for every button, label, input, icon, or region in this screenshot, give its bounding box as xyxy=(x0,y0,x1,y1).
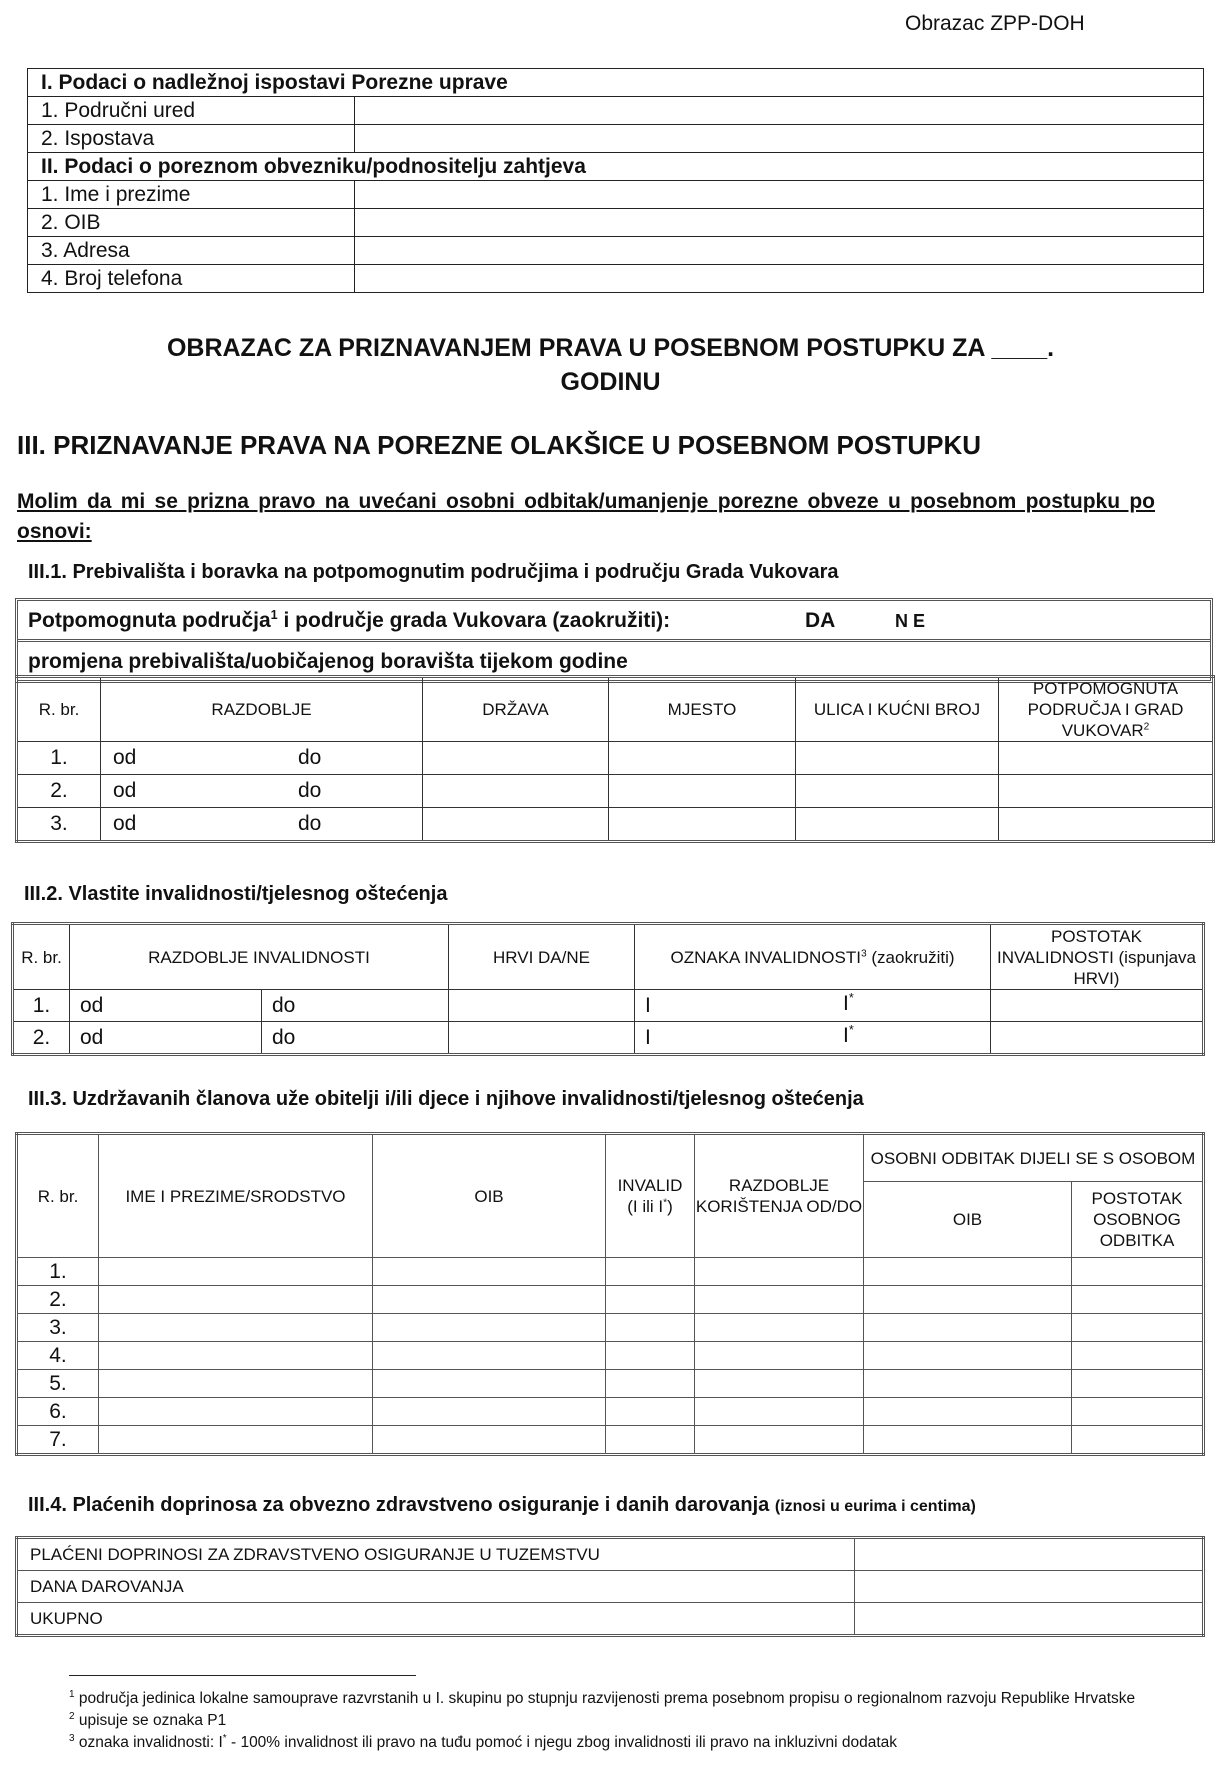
section-i-heading: I. Podaci o nadležnoj ispostavi Porezne uprave xyxy=(28,69,1204,97)
from-cell[interactable]: od xyxy=(70,990,262,1022)
residence-change-row: promjena prebivališta/uobičajenog boravišta tijekom godine xyxy=(18,639,1210,680)
asterisk: * xyxy=(222,1733,227,1744)
col-invalid-label: INVALID xyxy=(617,1176,683,1195)
regional-office-field[interactable] xyxy=(355,97,1204,125)
shared-percent-cell[interactable] xyxy=(1072,1398,1204,1426)
footnote-number: 1 xyxy=(69,1689,75,1700)
table-row xyxy=(17,1571,1204,1603)
footnote-text: područja jedinica lokalne samouprave razvrstanih u I. skupinu po stupnju razvijenosti prema posebnom propisu o regionalnom razvoju Republike Hrvatske xyxy=(74,1690,1136,1707)
row-number: 3. xyxy=(17,808,101,842)
shared-percent-cell[interactable] xyxy=(1072,1286,1204,1314)
shared-percent-cell[interactable] xyxy=(1072,1314,1204,1342)
section-ii-header xyxy=(28,153,1204,181)
from-label: od xyxy=(113,746,137,769)
row-number: 3. xyxy=(17,1314,99,1342)
total-amount[interactable] xyxy=(855,1603,1204,1636)
col-invalid-sub: (I ili I xyxy=(627,1197,664,1216)
col-street: ULICA I KUĆNI BROJ xyxy=(796,677,999,742)
paid-contributions-label: PLAĆENI DOPRINOSI ZA ZDRAVSTVENO OSIGURANJE U TUZEMSTVU xyxy=(17,1538,855,1571)
name-cell[interactable] xyxy=(99,1258,373,1286)
invalid-cell[interactable] xyxy=(606,1258,695,1286)
asterisk: * xyxy=(848,1023,854,1037)
footnote-3 xyxy=(69,1732,1179,1754)
col-rbr: R. br. xyxy=(17,1134,99,1258)
period-cell[interactable] xyxy=(695,1258,864,1286)
full-name-field[interactable] xyxy=(355,181,1204,209)
col-assisted-area xyxy=(999,677,1214,742)
period-cell[interactable] xyxy=(101,775,423,808)
oib-cell[interactable] xyxy=(373,1286,606,1314)
table-row xyxy=(17,775,1214,808)
assisted-areas-label: Potpomognuta područja xyxy=(28,609,271,632)
shared-oib-cell[interactable] xyxy=(864,1286,1072,1314)
mark-option-i[interactable]: I xyxy=(645,993,651,1017)
row-number: 6. xyxy=(17,1398,99,1426)
shared-oib-cell[interactable] xyxy=(864,1398,1072,1426)
field-label: 4. Broj telefona xyxy=(28,265,355,293)
oib-field[interactable] xyxy=(355,209,1204,237)
footnote-number: 2 xyxy=(69,1711,75,1722)
shared-oib-cell[interactable] xyxy=(864,1426,1072,1455)
table-row xyxy=(17,742,1214,775)
assisted-area-cell[interactable] xyxy=(999,742,1214,775)
percent-cell[interactable] xyxy=(991,1022,1204,1055)
table-row xyxy=(17,808,1214,842)
dependents-table xyxy=(15,1132,1205,1456)
from-cell[interactable]: od xyxy=(70,1022,262,1055)
period-cell[interactable] xyxy=(101,808,423,842)
table-row xyxy=(28,265,1204,293)
footnote-ref: 3 xyxy=(860,947,867,959)
name-cell[interactable] xyxy=(99,1286,373,1314)
period-cell[interactable] xyxy=(695,1314,864,1342)
col-rbr: R. br. xyxy=(17,677,101,742)
mark-option-i-star[interactable] xyxy=(843,992,854,1016)
shared-oib-cell[interactable] xyxy=(864,1314,1072,1342)
shared-percent-cell[interactable] xyxy=(1072,1370,1204,1398)
country-cell[interactable] xyxy=(423,808,609,842)
invalid-cell[interactable] xyxy=(606,1286,695,1314)
mark-option-i[interactable]: I xyxy=(645,1025,651,1049)
to-label: do xyxy=(298,812,322,835)
footnotes xyxy=(69,1688,1179,1754)
col-shared-percent: POSTOTAK OSOBNOG ODBITKA xyxy=(1072,1182,1204,1258)
col-oib: OIB xyxy=(373,1134,606,1258)
contributions-table xyxy=(15,1536,1205,1637)
mark-option-label: I xyxy=(843,992,849,1015)
form-title-line1: OBRAZAC ZA PRIZNAVANJEM PRAVA U POSEBNOM POSTUPKU ZA ____. xyxy=(166,334,1055,362)
table-row xyxy=(13,1022,1204,1055)
table-row xyxy=(17,1314,1204,1342)
disability-mark-cell xyxy=(635,1022,991,1055)
assisted-areas-label-rest: i područje grada Vukovara (zaokružiti): xyxy=(277,609,671,632)
shared-oib-cell[interactable] xyxy=(864,1342,1072,1370)
invalid-cell[interactable] xyxy=(606,1314,695,1342)
branch-office-field[interactable] xyxy=(355,125,1204,153)
col-name: IME I PREZIME/SRODSTVO xyxy=(99,1134,373,1258)
row-number: 2. xyxy=(13,1022,70,1055)
invalid-cell[interactable] xyxy=(606,1342,695,1370)
period-cell[interactable] xyxy=(101,742,423,775)
section-iii-4-title-text: III.4. Plaćenih doprinosa za obvezno zdravstveno osiguranje i danih darovanja xyxy=(28,1494,770,1516)
mark-option-label: I xyxy=(843,1024,849,1047)
footnote-2 xyxy=(69,1710,1179,1732)
period-cell[interactable] xyxy=(695,1398,864,1426)
shared-percent-cell[interactable] xyxy=(1072,1342,1204,1370)
col-invalid-close: ) xyxy=(667,1197,673,1216)
hrvi-cell[interactable] xyxy=(449,990,635,1022)
assisted-areas-box xyxy=(15,598,1213,683)
from-label: od xyxy=(113,812,137,835)
no-option[interactable]: N E xyxy=(895,611,926,631)
col-shared-deduction: OSOBNI ODBITAK DIJELI SE S OSOBOM xyxy=(864,1134,1204,1182)
field-label: 2. Ispostava xyxy=(28,125,355,153)
assisted-area-cell[interactable] xyxy=(999,775,1214,808)
section-i-header xyxy=(28,69,1204,97)
section-iii-3-title: III.3. Uzdržavanih članova uže obitelji i/ili djece i njihove invalidnosti/tjelesnog oštećenja xyxy=(28,1088,864,1110)
street-cell[interactable] xyxy=(796,808,999,842)
table-row xyxy=(28,237,1204,265)
disability-table xyxy=(11,922,1205,1056)
asterisk: * xyxy=(848,991,854,1005)
field-label: 2. OIB xyxy=(28,209,355,237)
table-row xyxy=(17,1286,1204,1314)
shared-percent-cell[interactable] xyxy=(1072,1258,1204,1286)
row-number: 7. xyxy=(17,1426,99,1455)
row-number: 1. xyxy=(17,742,101,775)
invalid-cell[interactable] xyxy=(606,1370,695,1398)
address-field[interactable] xyxy=(355,237,1204,265)
row-number: 1. xyxy=(13,990,70,1022)
col-period: RAZDOBLJE xyxy=(101,677,423,742)
assisted-area-cell[interactable] xyxy=(999,808,1214,842)
col-disability-percent: POSTOTAK INVALIDNOSTI (ispunjava HRVI) xyxy=(991,924,1204,990)
percent-cell[interactable] xyxy=(991,990,1204,1022)
col-disability-mark xyxy=(635,924,991,990)
period-cell[interactable] xyxy=(695,1370,864,1398)
table-row xyxy=(17,1370,1204,1398)
period-cell[interactable] xyxy=(695,1342,864,1370)
row-number: 2. xyxy=(17,1286,99,1314)
name-cell[interactable] xyxy=(99,1370,373,1398)
name-cell[interactable] xyxy=(99,1398,373,1426)
col-hrvi: HRVI DA/NE xyxy=(449,924,635,990)
field-label: 1. Ime i prezime xyxy=(28,181,355,209)
donations-amount[interactable] xyxy=(855,1571,1204,1603)
invalid-cell[interactable] xyxy=(606,1426,695,1455)
oib-cell[interactable] xyxy=(373,1342,606,1370)
country-cell[interactable] xyxy=(423,775,609,808)
footnote-text: upisuje se oznaka P1 xyxy=(74,1712,227,1729)
street-cell[interactable] xyxy=(796,742,999,775)
table-header-row xyxy=(13,924,1204,990)
section-iii-2-title: III.2. Vlastite invalidnosti/tjelesnog oštećenja xyxy=(24,883,448,905)
table-row xyxy=(17,1258,1204,1286)
oib-cell[interactable] xyxy=(373,1314,606,1342)
place-cell[interactable] xyxy=(609,808,796,842)
footnote-number: 3 xyxy=(69,1733,75,1744)
table-row xyxy=(28,125,1204,153)
footnote-ref: 2 xyxy=(1143,721,1150,733)
table-row xyxy=(28,97,1204,125)
table-row xyxy=(28,181,1204,209)
period-cell[interactable] xyxy=(695,1426,864,1455)
table-row xyxy=(13,990,1204,1022)
period-cell[interactable] xyxy=(695,1286,864,1314)
footnote-1 xyxy=(69,1688,1179,1710)
col-place: MJESTO xyxy=(609,677,796,742)
row-number: 4. xyxy=(17,1342,99,1370)
section-iii-heading: III. PRIZNAVANJE PRAVA NA POREZNE OLAKŠICE U POSEBNOM POSTUPKU xyxy=(17,430,982,460)
from-label: od xyxy=(113,779,137,802)
yes-option[interactable]: DA xyxy=(805,609,836,632)
shared-percent-cell[interactable] xyxy=(1072,1426,1204,1455)
name-cell[interactable] xyxy=(99,1426,373,1455)
place-cell[interactable] xyxy=(609,742,796,775)
oib-cell[interactable] xyxy=(373,1398,606,1426)
footnote-ref: 1 xyxy=(270,608,278,622)
table-header-row xyxy=(17,677,1214,742)
col-assisted-area-label: POTPOMOGNUTA PODRUČJA I GRAD VUKOVAR xyxy=(1027,679,1184,740)
footnote-text: oznaka invalidnosti: I xyxy=(74,1734,223,1751)
invalid-cell[interactable] xyxy=(606,1398,695,1426)
footnote-separator xyxy=(69,1675,416,1676)
taxpayer-info-table xyxy=(27,68,1204,293)
street-cell[interactable] xyxy=(796,775,999,808)
shared-oib-cell[interactable] xyxy=(864,1258,1072,1286)
table-row xyxy=(17,1538,1204,1571)
to-label: do xyxy=(298,779,322,802)
to-cell[interactable]: do xyxy=(262,990,449,1022)
col-country: DRŽAVA xyxy=(423,677,609,742)
form-code: Obrazac ZPP-DOH xyxy=(905,12,1085,35)
amount-note: (iznosi u eurima i centima) xyxy=(774,1498,976,1515)
form-title-line2: GODINU xyxy=(560,368,661,396)
total-label: UKUPNO xyxy=(17,1603,855,1636)
col-invalid xyxy=(606,1134,695,1258)
to-cell[interactable]: do xyxy=(262,1022,449,1055)
col-disability-mark-note: (zaokružiti) xyxy=(866,947,955,967)
phone-field[interactable] xyxy=(355,265,1204,293)
paid-contributions-amount[interactable] xyxy=(855,1538,1204,1571)
table-row xyxy=(17,1603,1204,1636)
name-cell[interactable] xyxy=(99,1342,373,1370)
oib-cell[interactable] xyxy=(373,1370,606,1398)
col-usage-period: RAZDOBLJE KORIŠTENJA OD/DO xyxy=(695,1134,864,1258)
request-statement: Molim da mi se prizna pravo na uvećani osobni odbitak/umanjenje porezne obveze u posebnom postupku po osnovi: xyxy=(17,490,1155,543)
footnote-text: - 100% invalidnost ili pravo na tuđu pomoć i njegu zbog invalidnosti ili pravo na inkluzivni dodatak xyxy=(226,1734,898,1751)
shared-oib-cell[interactable] xyxy=(864,1370,1072,1398)
to-label: do xyxy=(298,746,322,769)
col-disability-mark-label: OZNAKA INVALIDNOSTI xyxy=(670,947,861,967)
row-number: 1. xyxy=(17,1258,99,1286)
section-iii-4-title xyxy=(28,1494,976,1517)
oib-cell[interactable] xyxy=(373,1426,606,1455)
residence-table xyxy=(15,675,1215,843)
donations-label: DANA DAROVANJA xyxy=(17,1571,855,1603)
col-rbr: R. br. xyxy=(13,924,70,990)
col-disability-period: RAZDOBLJE INVALIDNOSTI xyxy=(70,924,449,990)
mark-option-i-star[interactable] xyxy=(843,1024,854,1048)
oib-cell[interactable] xyxy=(373,1258,606,1286)
table-row xyxy=(28,209,1204,237)
table-row xyxy=(17,1342,1204,1370)
place-cell[interactable] xyxy=(609,775,796,808)
section-iii-1-title: III.1. Prebivališta i boravka na potpomognutim područjima i području Grada Vukovara xyxy=(28,561,839,583)
col-shared-oib: OIB xyxy=(864,1182,1072,1258)
asterisk: * xyxy=(663,1197,668,1209)
row-number: 5. xyxy=(17,1370,99,1398)
section-ii-heading: II. Podaci o poreznom obvezniku/podnositelju zahtjeva xyxy=(28,153,1204,181)
assisted-areas-row xyxy=(18,601,1210,639)
name-cell[interactable] xyxy=(99,1314,373,1342)
table-header-row xyxy=(17,1134,1204,1182)
hrvi-cell[interactable] xyxy=(449,1022,635,1055)
country-cell[interactable] xyxy=(423,742,609,775)
form-title xyxy=(0,331,1221,399)
disability-mark-cell xyxy=(635,990,991,1022)
table-row xyxy=(17,1426,1204,1455)
table-row xyxy=(17,1398,1204,1426)
field-label: 3. Adresa xyxy=(28,237,355,265)
row-number: 2. xyxy=(17,775,101,808)
field-label: 1. Područni ured xyxy=(28,97,355,125)
